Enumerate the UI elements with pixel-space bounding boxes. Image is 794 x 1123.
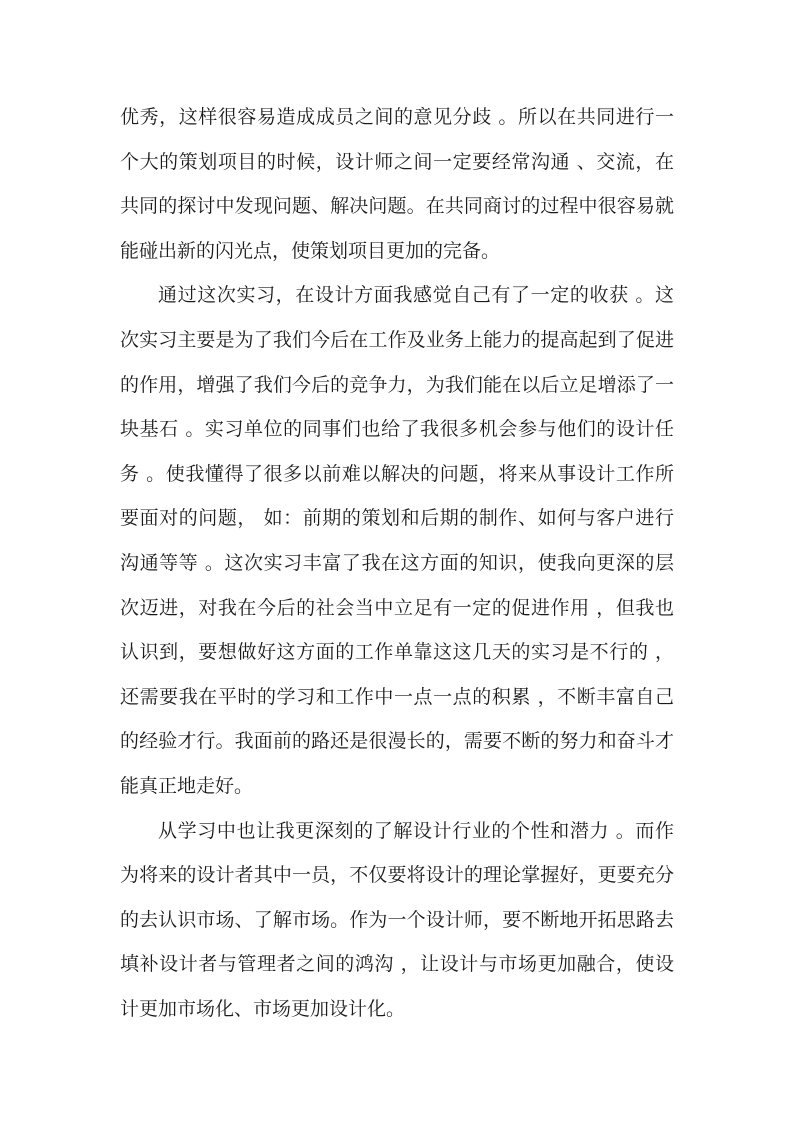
body-text bbox=[120, 95, 674, 1031]
paragraph-2: 通过这次实习，在设计方面我感觉自己有了一定的收获 。这次实习主要是为了我们今后在工作及业务上能力的提高起到了促进的作用，增强了我们今后的竞争力，为我们能在以后立足增添了一块基石 。实习单位的同事们也给了我很多机会参与他们的设计任务 。使我懂得了很多以前难以解决的问题，将来从事设计工作所要面对的问题， 如：前期的策划和后期的制作、如何与客户进行沟通等等 。这次实习丰富了我在这方面的知识，使我向更深的层次迈进，对我在今后的社会当中立足有一定的促进作用 ，但我也认识到，要想做好这方面的工作单靠这这几天的实习是不行的 ，还需要我在平时的学习和工作中一点一点的积累 ，不断丰富自己的经验才行。我面前的路还是很漫长的，需要不断的努力和奋斗才能真正地走好。 bbox=[120, 284, 674, 797]
paragraph-3: 从学习中也让我更深刻的了解设计行业的个性和潜力 。而作为将来的设计者其中一员，不仅要将设计的理论掌握好，更要充分的去认识市场、了解市场。作为一个设计师，要不断地开拓思路去填补设计者与管理者之间的鸿沟 ，让设计与市场更加融合，使设计更加市场化、市场更加设计化。 bbox=[120, 819, 674, 1020]
paragraph-1: 优秀，这样很容易造成成员之间的意见分歧 。所以在共同进行一个大的策划项目的时候，设计师之间一定要经常沟通 、交流，在共同的探讨中发现问题、解决问题。在共同商讨的过程中很容易就能碰出新的闪光点，使策划项目更加的完备。 bbox=[120, 106, 674, 262]
